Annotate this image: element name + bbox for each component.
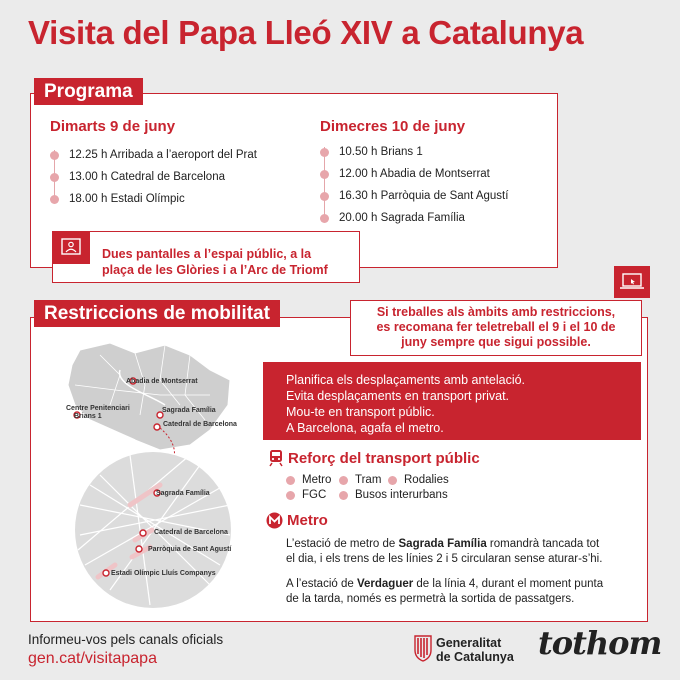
map-label: Sagrada Família xyxy=(156,490,210,497)
footer-info: Informeu-vos pels canals oficials xyxy=(28,632,224,647)
screens-note-text: Dues pantalles a l’espai públic, a la plaça de les Glòries i a l’Arc de Triomf xyxy=(102,247,328,277)
event-item: 10.50 h Brians 1 xyxy=(320,141,508,163)
event-item: 20.00 h Sagrada Família xyxy=(320,207,508,229)
metro-icon xyxy=(266,512,283,534)
transport-item: Metro xyxy=(286,474,331,486)
metro-paragraph-1: L’estació de metro de Sagrada Família romandrà tancada tot el dia, i els trens de les línies 2 i 5 circularan sense aturar-s’hi. xyxy=(286,538,603,565)
timeline-dot xyxy=(320,192,329,201)
metro-paragraph-2: A l’estació de Verdaguer de la línia 4, durant el moment punta de la tarda, només es permetrà la sortida de passatgers. xyxy=(286,578,604,605)
telework-note-text: Si treballes als àmbits amb restriccions, es recomana fer teletreball el 9 i el 10 de juny sempre que sigui possible. xyxy=(376,305,616,349)
timeline-dot xyxy=(320,214,329,223)
metro-title: Metro xyxy=(287,512,328,529)
map-label: Sagrada Família xyxy=(162,407,216,414)
footer-link[interactable]: gen.cat/visitapapa xyxy=(28,650,157,667)
transport-item: Rodalies xyxy=(388,474,449,486)
event-item: 18.00 h Estadi Olímpic xyxy=(50,188,257,210)
map-label: Estadi Olímpic Lluís Companys xyxy=(111,570,216,577)
event-item: 13.00 h Catedral de Barcelona xyxy=(50,166,257,188)
map-label: Centre Penitenciari xyxy=(66,405,130,412)
laptop-icon xyxy=(614,266,650,298)
map-label: Brians 1 xyxy=(74,413,102,420)
timeline-dot xyxy=(50,195,59,204)
map-label: Catedral de Barcelona xyxy=(154,529,228,536)
transport-item: Busos interurbans xyxy=(339,489,448,501)
timeline-dot xyxy=(50,173,59,182)
timeline-dot xyxy=(50,151,59,160)
transport-item: FGC xyxy=(286,489,326,501)
train-icon xyxy=(268,449,284,472)
day-title-tuesday: Dimarts 9 de juny xyxy=(50,118,176,135)
timeline-wednesday xyxy=(320,141,508,229)
transport-item: Tram xyxy=(339,474,381,486)
reforc-title: Reforç del transport públic xyxy=(288,450,480,467)
generalitat-logo-icon xyxy=(414,634,432,667)
map-label: Parròquia de Sant Agustí xyxy=(148,546,232,553)
event-item: 12.25 h Arribada a l’aeroport del Prat xyxy=(50,144,257,166)
map-label: Catedral de Barcelona xyxy=(163,421,237,428)
restriccions-tab-label: Restriccions de mobilitat xyxy=(34,300,280,327)
advice-text: Planifica els desplaçaments amb antelació. Evita desplaçaments en transport privat. Mou-te en transport públic. A Barcelona, agafa el metro. xyxy=(286,373,526,435)
event-item: 16.30 h Parròquia de Sant Agustí xyxy=(320,185,508,207)
timeline-dot xyxy=(320,170,329,179)
map-label: Abadia de Montserrat xyxy=(126,378,198,385)
programa-tab-label: Programa xyxy=(34,78,143,105)
screen-icon xyxy=(52,231,90,264)
tothom-logo: tothom xyxy=(538,624,662,662)
event-item: 12.00 h Abadia de Montserrat xyxy=(320,163,508,185)
page-title: Visita del Papa Lleó XIV a Catalunya xyxy=(28,14,584,51)
map xyxy=(40,335,265,615)
timeline-dot xyxy=(320,148,329,157)
timeline-tuesday xyxy=(50,144,257,210)
day-title-wednesday: Dimecres 10 de juny xyxy=(320,118,466,135)
generalitat-wordmark: Generalitat de Catalunya xyxy=(436,636,514,664)
